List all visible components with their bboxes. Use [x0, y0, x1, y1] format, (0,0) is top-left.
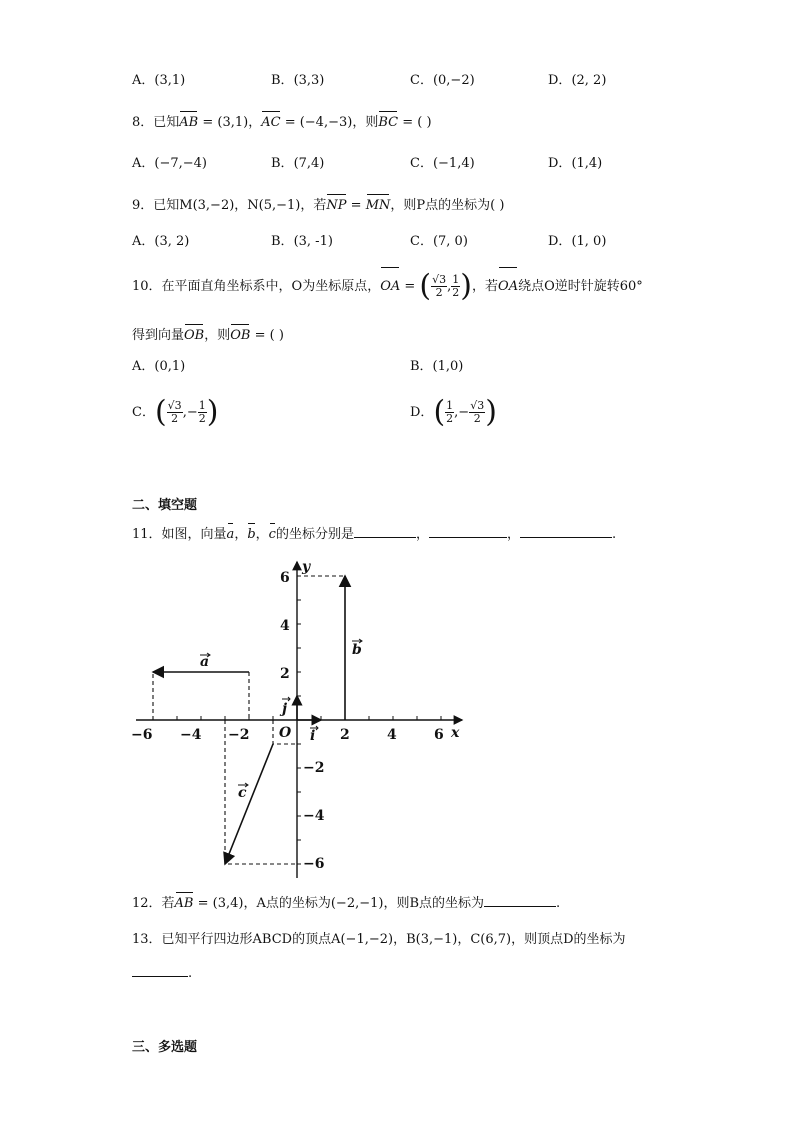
fraction: $\frac{1}{2}$ — [452, 273, 460, 299]
q8-option-c: C．(−1,4) — [410, 156, 475, 171]
q10-option-c: C．( $\frac{√3}{2}$ ,− $\frac{1}{2}$ ) — [132, 394, 219, 430]
q13-stem: 13．已知平行四边形ABCD的顶点A(−1,−2)，B(3,−1)，C(6,7)，则顶点D的坐标为 — [132, 932, 626, 947]
y-tick-label: −6 — [303, 856, 325, 872]
q7-option-d: D．(2, 2) — [548, 73, 607, 88]
x-axis-label: x — [451, 725, 460, 741]
answer-blank[interactable] — [484, 894, 556, 907]
q8-option-a: A．(−7,−4) — [132, 156, 207, 171]
vector-b-label: b — [352, 642, 362, 658]
fraction: $\frac{1}{2}$ — [198, 399, 206, 425]
q9-option-a: A．(3, 2) — [132, 234, 190, 249]
x-tick-label: −2 — [228, 727, 250, 743]
q12-stem: 12．若AB = (3,4)，A点的坐标为(−2,−1)，则B点的坐标为 . — [132, 896, 561, 911]
q8-option-b: B．(7,4) — [271, 156, 325, 171]
q9-stem: 9．已知M(3,−2)，N(5,−1)，若NP = MN，则P点的坐标为( ) — [132, 198, 505, 213]
x-tick-label: 6 — [434, 727, 444, 743]
q10-stem-line1: 10．在平面直角坐标系中，O为坐标原点，OA = ( $\frac{√3}{2}$ , $\frac{1}{2}$ )，若OA绕点O逆时针旋转60° — [132, 268, 643, 304]
vector-c-label: c — [238, 785, 247, 801]
y-tick-label: 6 — [280, 570, 290, 586]
q7-option-a: A．(3,1) — [132, 73, 186, 88]
fraction: $\frac{√3}{2}$ — [167, 399, 182, 425]
x-tick-label: −6 — [131, 727, 153, 743]
q7-option-c: C．(0,−2) — [410, 73, 475, 88]
q9-option-d: D．(1, 0) — [548, 234, 607, 249]
answer-blank[interactable] — [132, 964, 188, 977]
y-tick-label: −2 — [303, 760, 325, 776]
origin-label: O — [279, 725, 292, 741]
fraction: $\frac{√3}{2}$ — [432, 273, 447, 299]
section-heading-fill-in: 二、填空题 — [132, 498, 198, 513]
q9-option-c: C．(7, 0) — [410, 234, 468, 249]
q10-stem-line2: 得到向量OB，则OB = ( ) — [132, 328, 284, 343]
x-tick-label: 4 — [387, 727, 397, 743]
unit-i-label: i — [310, 728, 316, 744]
vector-a-label: a — [200, 654, 210, 670]
q10-option-b: B．(1,0) — [410, 359, 464, 374]
y-tick-label: 4 — [280, 618, 290, 634]
section-heading-multi-choice: 三、多选题 — [132, 1040, 198, 1055]
unit-j-label: j — [282, 701, 288, 717]
x-tick-label: −4 — [180, 727, 202, 743]
q9-option-b: B．(3, -1) — [271, 234, 333, 249]
x-tick-label: 2 — [340, 727, 350, 743]
q10-option-a: A．(0,1) — [132, 359, 186, 374]
fraction: $\frac{√3}{2}$ — [470, 399, 485, 425]
q8-option-d: D．(1,4) — [548, 156, 603, 171]
y-tick-label: 2 — [280, 666, 290, 682]
y-tick-label: −4 — [303, 808, 325, 824]
q8-stem: 8．已知AB = (3,1)，AC = (−4,−3)，则BC = ( ) — [132, 115, 432, 130]
q11-stem: 11．如图，向量a，b，c的坐标分别是 ， ， . — [132, 527, 617, 542]
q10-option-d: D．( $\frac{1}{2}$ ,− $\frac{√3}{2}$ ) — [410, 394, 497, 430]
vector-c — [225, 744, 273, 864]
q13-answer-line: . — [132, 964, 192, 983]
fraction: $\frac{1}{2}$ — [446, 399, 454, 425]
q7-option-b: B．(3,3) — [271, 73, 325, 88]
y-axis-label: y — [302, 559, 311, 575]
